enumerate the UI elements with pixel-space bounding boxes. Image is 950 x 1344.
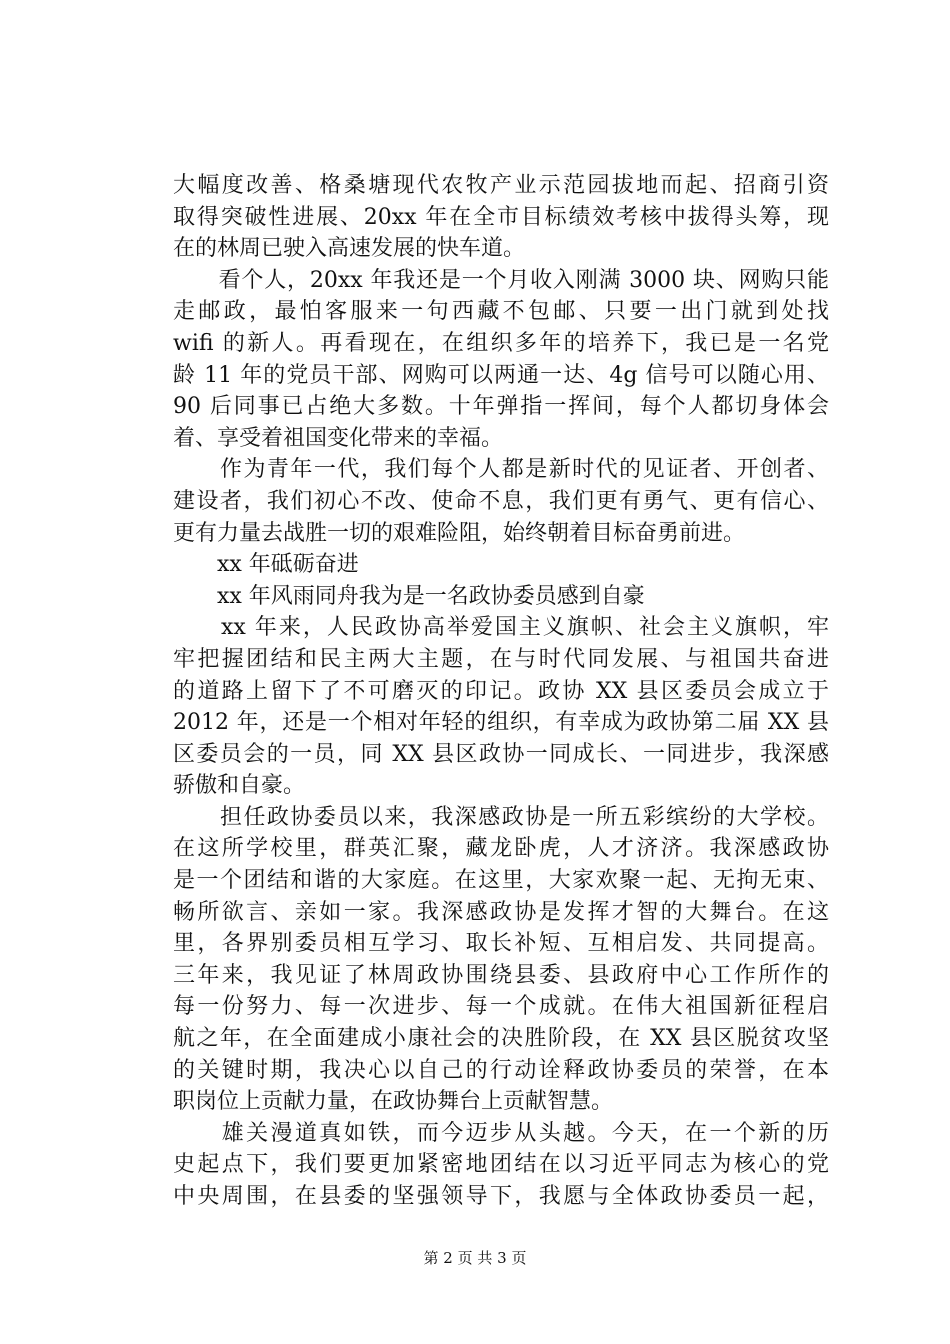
text-line: 牢把握团结和民主两大主题，在与时代同发展、与祖国共奋进 bbox=[173, 646, 829, 672]
text-line: 史起点下，我们要更加紧密地团结在以习近平同志为核心的党 bbox=[173, 1152, 829, 1178]
text-line: 的关键时期，我决心以自己的行动诠释政协委员的荣誉，在本 bbox=[173, 1057, 829, 1083]
text-line: 龄 11 年的党员干部、网购可以两通一达、4g 信号可以随心用、 bbox=[173, 362, 829, 388]
text-line: 是一个团结和谐的大家庭。在这里，大家欢聚一起、无拘无束、 bbox=[173, 868, 829, 894]
page-number-footer: 第 2 页 共 3 页 bbox=[423, 1249, 527, 1267]
text-line: 取得突破性进展、20xx 年在全市目标绩效考核中拔得头筹，现 bbox=[173, 204, 829, 230]
text-line: 雄关漫道真如铁，而今迈步从头越。今天，在一个新的历 bbox=[173, 1120, 829, 1146]
text-line: 航之年，在全面建成小康社会的决胜阶段，在 XX 县区脱贫攻坚 bbox=[173, 1026, 829, 1052]
text-line: 建设者，我们初心不改、使命不息，我们更有勇气、更有信心、 bbox=[173, 488, 829, 514]
text-line: 畅所欲言、亲如一家。我深感政协是发挥才智的大舞台。在这 bbox=[173, 899, 829, 925]
text-line: 每一份努力、每一次进步、每一个成就。在伟大祖国新征程启 bbox=[173, 994, 829, 1020]
text-line: 更有力量去战胜一切的艰难险阻，始终朝着目标奋勇前进。 bbox=[173, 520, 746, 546]
text-line: 的道路上留下了不可磨灭的印记。政协 XX 县区委员会成立于 bbox=[173, 678, 829, 704]
text-line: xx 年来，人民政协高举爱国主义旗帜、社会主义旗帜，牢 bbox=[173, 615, 829, 641]
text-line: 三年来，我见证了林周政协围绕县委、县政府中心工作所作的 bbox=[173, 962, 829, 988]
text-line: 骄傲和自豪。 bbox=[173, 773, 306, 799]
text-line: wifi 的新人。再看现在，在组织多年的培养下，我已是一名党 bbox=[173, 330, 829, 356]
text-line: 看个人，20xx 年我还是一个月收入刚满 3000 块、网购只能 bbox=[173, 267, 829, 293]
text-line: 着、享受着祖国变化带来的幸福。 bbox=[173, 425, 504, 451]
text-line: 区委员会的一员，同 XX 县区政协一同成长、一同进步，我深感 bbox=[173, 741, 829, 767]
text-line: 90 后同事已占绝大多数。十年弹指一挥间，每个人都切身体会 bbox=[173, 394, 829, 420]
text-line: 中央周围，在县委的坚强领导下，我愿与全体政协委员一起， bbox=[173, 1184, 829, 1209]
text-line: 里，各界别委员相互学习、取长补短、互相启发、共同提高。 bbox=[173, 931, 829, 957]
text-line: 2012 年，还是一个相对年轻的组织，有幸成为政协第二届 XX 县 bbox=[173, 710, 829, 736]
text-line: 在这所学校里，群英汇聚，藏龙卧虎，人才济济。我深感政协 bbox=[173, 836, 829, 862]
text-line: 大幅度改善、格桑塘现代农牧产业示范园拔地而起、招商引资 bbox=[173, 173, 829, 198]
text-line: 走邮政，最怕客服来一句西藏不包邮、只要一出门就到处找 bbox=[173, 299, 829, 325]
text-line: xx 年风雨同舟我为是一名政协委员感到自豪 bbox=[173, 583, 645, 609]
text-line: 职岗位上贡献力量，在政协舞台上贡献智慧。 bbox=[173, 1089, 614, 1115]
text-line: 在的林周已驶入高速发展的快车道。 bbox=[173, 236, 526, 262]
document-body bbox=[173, 170, 829, 1213]
text-line: xx 年砥砺奋进 bbox=[173, 552, 359, 578]
text-line: 担任政协委员以来，我深感政协是一所五彩缤纷的大学校。 bbox=[173, 804, 829, 830]
text-line: 作为青年一代，我们每个人都是新时代的见证者、开创者、 bbox=[173, 457, 829, 483]
